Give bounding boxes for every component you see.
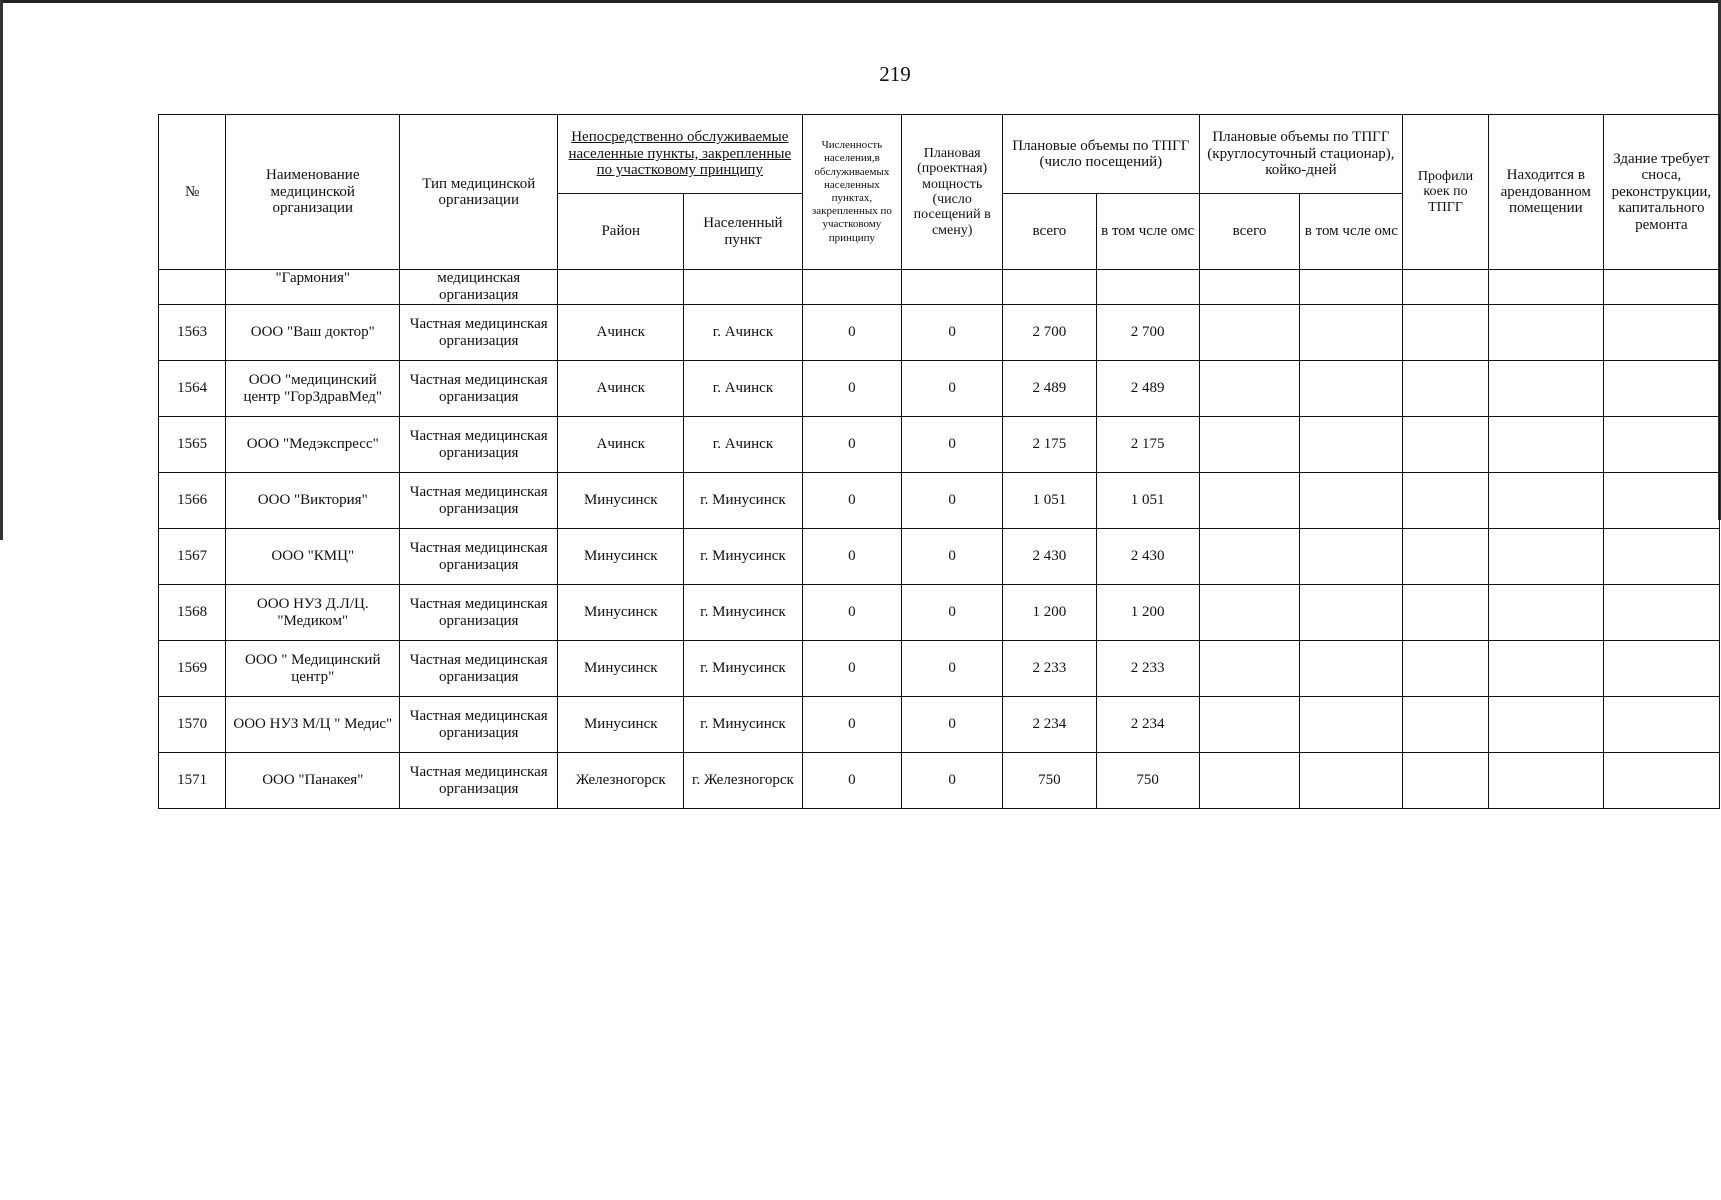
header-visits-total: всего <box>1003 194 1097 270</box>
cell-num: 1566 <box>159 473 226 529</box>
cell-population: 0 <box>802 585 902 641</box>
cell-settlement <box>684 270 802 305</box>
header-settlement: Населенный пункт <box>684 194 802 270</box>
cell-name: ООО "Панакея" <box>226 753 400 809</box>
cell-visits-oms <box>1096 270 1199 305</box>
scan-edge-top <box>0 0 1721 3</box>
cell-type: Частная медицинская организация <box>400 361 558 417</box>
cell-settlement: г. Железногорск <box>684 753 802 809</box>
cell-name: ООО "Медэкспресс" <box>226 417 400 473</box>
cell-population: 0 <box>802 305 902 361</box>
cell-visits-total: 750 <box>1003 753 1097 809</box>
table-row <box>159 529 1720 585</box>
cell-name: "Гармония" <box>226 270 400 305</box>
cell-inpatient-oms <box>1300 585 1403 641</box>
header-rented: Находится в арендованном помещении <box>1488 115 1603 270</box>
cell-type: медицинская организация <box>400 270 558 305</box>
cell-visits-total: 2 489 <box>1003 361 1097 417</box>
cell-building-status <box>1603 361 1719 417</box>
cell-name: ООО "КМЦ" <box>226 529 400 585</box>
cell-bed-profiles <box>1403 305 1489 361</box>
cell-capacity: 0 <box>902 641 1003 697</box>
medical-organizations-table <box>158 114 1720 809</box>
cell-rented <box>1488 641 1603 697</box>
header-inpatient-volume: Плановые объемы по ТПГГ (круглосуточный стационар), койко-дней <box>1199 115 1403 194</box>
cell-visits-oms: 2 233 <box>1096 641 1199 697</box>
cell-settlement: г. Минусинск <box>684 529 802 585</box>
cell-visits-total <box>1003 270 1097 305</box>
cell-type: Частная медицинская организация <box>400 417 558 473</box>
cell-bed-profiles <box>1403 585 1489 641</box>
cell-inpatient-oms <box>1300 473 1403 529</box>
cell-bed-profiles <box>1403 529 1489 585</box>
header-inpatient-total: всего <box>1199 194 1300 270</box>
cell-population: 0 <box>802 473 902 529</box>
table-row <box>159 697 1720 753</box>
cell-rented <box>1488 529 1603 585</box>
cell-name: ООО " Медицинский центр" <box>226 641 400 697</box>
cell-type: Частная медицинская организация <box>400 473 558 529</box>
cell-population: 0 <box>802 753 902 809</box>
cell-num: 1564 <box>159 361 226 417</box>
cell-capacity <box>902 270 1003 305</box>
cell-capacity: 0 <box>902 305 1003 361</box>
cell-visits-oms: 2 430 <box>1096 529 1199 585</box>
cell-inpatient-oms <box>1300 753 1403 809</box>
cell-inpatient-total <box>1199 529 1300 585</box>
header-num: № <box>159 115 226 270</box>
cell-rented <box>1488 473 1603 529</box>
header-bed-profiles: Профили коек по ТПГГ <box>1403 115 1489 270</box>
cell-district: Минусинск <box>558 697 684 753</box>
table-row <box>159 305 1720 361</box>
cell-district: Минусинск <box>558 529 684 585</box>
cell-capacity: 0 <box>902 361 1003 417</box>
cell-visits-oms: 750 <box>1096 753 1199 809</box>
cell-rented <box>1488 417 1603 473</box>
cell-inpatient-total <box>1199 753 1300 809</box>
cell-district: Ачинск <box>558 361 684 417</box>
cell-inpatient-total <box>1199 361 1300 417</box>
cell-visits-oms: 2 700 <box>1096 305 1199 361</box>
cell-district: Минусинск <box>558 473 684 529</box>
cell-num: 1569 <box>159 641 226 697</box>
cell-rented <box>1488 753 1603 809</box>
cell-district: Минусинск <box>558 585 684 641</box>
header-visits-volume: Плановые объемы по ТПГГ (число посещений) <box>1003 115 1200 194</box>
cell-name: ООО НУЗ М/Ц " Медис" <box>226 697 400 753</box>
cell-inpatient-total <box>1199 641 1300 697</box>
cell-rented <box>1488 697 1603 753</box>
cell-num: 1565 <box>159 417 226 473</box>
cell-visits-oms: 1 200 <box>1096 585 1199 641</box>
cell-visits-oms: 2 175 <box>1096 417 1199 473</box>
table-row <box>159 585 1720 641</box>
cell-num: 1571 <box>159 753 226 809</box>
cell-type: Частная медицинская организация <box>400 753 558 809</box>
cell-type: Частная медицинская организация <box>400 529 558 585</box>
table-row <box>159 417 1720 473</box>
cell-district: Минусинск <box>558 641 684 697</box>
cell-visits-oms: 2 489 <box>1096 361 1199 417</box>
cell-inpatient-total <box>1199 697 1300 753</box>
cell-settlement: г. Минусинск <box>684 473 802 529</box>
cell-inpatient-oms <box>1300 697 1403 753</box>
cell-inpatient-total <box>1199 305 1300 361</box>
header-population: Численность населения,в обслуживаемых населенных пунктах, закрепленных по участковому принципу <box>802 115 902 270</box>
cell-rented <box>1488 305 1603 361</box>
cell-settlement: г. Минусинск <box>684 697 802 753</box>
table-row <box>159 641 1720 697</box>
cell-num: 1563 <box>159 305 226 361</box>
header-name: Наименование медицинской организации <box>226 115 400 270</box>
cell-building-status <box>1603 641 1719 697</box>
cell-visits-total: 1 200 <box>1003 585 1097 641</box>
cell-building-status <box>1603 753 1719 809</box>
cell-visits-total: 1 051 <box>1003 473 1097 529</box>
cell-building-status <box>1603 585 1719 641</box>
continuation-row <box>159 270 1720 305</box>
cell-num <box>159 270 226 305</box>
cell-name: ООО НУЗ Д.Л/Ц. "Медиком" <box>226 585 400 641</box>
cell-inpatient-total <box>1199 417 1300 473</box>
header-visits-oms: в том чсле омс <box>1096 194 1199 270</box>
table-body <box>159 270 1720 809</box>
cell-district: Ачинск <box>558 417 684 473</box>
cell-type: Частная медицинская организация <box>400 305 558 361</box>
cell-inpatient-oms <box>1300 529 1403 585</box>
cell-inpatient-oms <box>1300 641 1403 697</box>
header-inpatient-oms: в том чсле омс <box>1300 194 1403 270</box>
cell-inpatient-oms <box>1300 417 1403 473</box>
cell-population <box>802 270 902 305</box>
cell-visits-total: 2 233 <box>1003 641 1097 697</box>
cell-inpatient-total <box>1199 270 1300 305</box>
cell-type: Частная медицинская организация <box>400 697 558 753</box>
table-row <box>159 473 1720 529</box>
cell-population: 0 <box>802 529 902 585</box>
cell-bed-profiles <box>1403 361 1489 417</box>
cell-capacity: 0 <box>902 473 1003 529</box>
cell-building-status <box>1603 305 1719 361</box>
cell-visits-oms: 2 234 <box>1096 697 1199 753</box>
cell-visits-total: 2 175 <box>1003 417 1097 473</box>
header-district: Район <box>558 194 684 270</box>
page-number: 219 <box>879 62 911 86</box>
cell-inpatient-oms <box>1300 361 1403 417</box>
cell-district: Железногорск <box>558 753 684 809</box>
cell-district <box>558 270 684 305</box>
cell-name: ООО "медицинский центр "ГорЗдравМед" <box>226 361 400 417</box>
cell-settlement: г. Минусинск <box>684 585 802 641</box>
cell-building-status <box>1603 697 1719 753</box>
cell-inpatient-total <box>1199 473 1300 529</box>
cell-rented <box>1488 361 1603 417</box>
cell-settlement: г. Ачинск <box>684 417 802 473</box>
cell-settlement: г. Ачинск <box>684 361 802 417</box>
cell-settlement: г. Минусинск <box>684 641 802 697</box>
cell-building-status <box>1603 473 1719 529</box>
cell-type: Частная медицинская организация <box>400 585 558 641</box>
cell-population: 0 <box>802 641 902 697</box>
cell-bed-profiles <box>1403 697 1489 753</box>
cell-visits-oms: 1 051 <box>1096 473 1199 529</box>
table-row <box>159 361 1720 417</box>
cell-bed-profiles <box>1403 270 1489 305</box>
cell-population: 0 <box>802 361 902 417</box>
cell-building-status <box>1603 417 1719 473</box>
cell-num: 1568 <box>159 585 226 641</box>
cell-visits-total: 2 700 <box>1003 305 1097 361</box>
cell-num: 1570 <box>159 697 226 753</box>
cell-bed-profiles <box>1403 641 1489 697</box>
header-type: Тип медицинской организации <box>400 115 558 270</box>
cell-num: 1567 <box>159 529 226 585</box>
cell-population: 0 <box>802 417 902 473</box>
cell-bed-profiles <box>1403 417 1489 473</box>
header-served-settlements: Непосредственно обслуживаемые населенные пункты, закрепленные по участковому принципу <box>558 115 802 194</box>
cell-name: ООО "Виктория" <box>226 473 400 529</box>
cell-bed-profiles <box>1403 473 1489 529</box>
cell-visits-total: 2 234 <box>1003 697 1097 753</box>
cell-capacity: 0 <box>902 585 1003 641</box>
cell-rented <box>1488 585 1603 641</box>
cell-name: ООО "Ваш доктор" <box>226 305 400 361</box>
cell-capacity: 0 <box>902 697 1003 753</box>
header-capacity: Плановая (проектная) мощность (число посещений в смену) <box>902 115 1003 270</box>
cell-settlement: г. Ачинск <box>684 305 802 361</box>
cell-bed-profiles <box>1403 753 1489 809</box>
cell-building-status <box>1603 529 1719 585</box>
cell-inpatient-total <box>1199 585 1300 641</box>
cell-district: Ачинск <box>558 305 684 361</box>
cell-inpatient-oms <box>1300 270 1403 305</box>
cell-type: Частная медицинская организация <box>400 641 558 697</box>
cell-capacity: 0 <box>902 753 1003 809</box>
header-building-status: Здание требует сноса, реконструкции, капитального ремонта <box>1603 115 1719 270</box>
table-row <box>159 753 1720 809</box>
cell-visits-total: 2 430 <box>1003 529 1097 585</box>
cell-population: 0 <box>802 697 902 753</box>
cell-rented <box>1488 270 1603 305</box>
cell-capacity: 0 <box>902 417 1003 473</box>
cell-inpatient-oms <box>1300 305 1403 361</box>
cell-capacity: 0 <box>902 529 1003 585</box>
cell-building-status <box>1603 270 1719 305</box>
